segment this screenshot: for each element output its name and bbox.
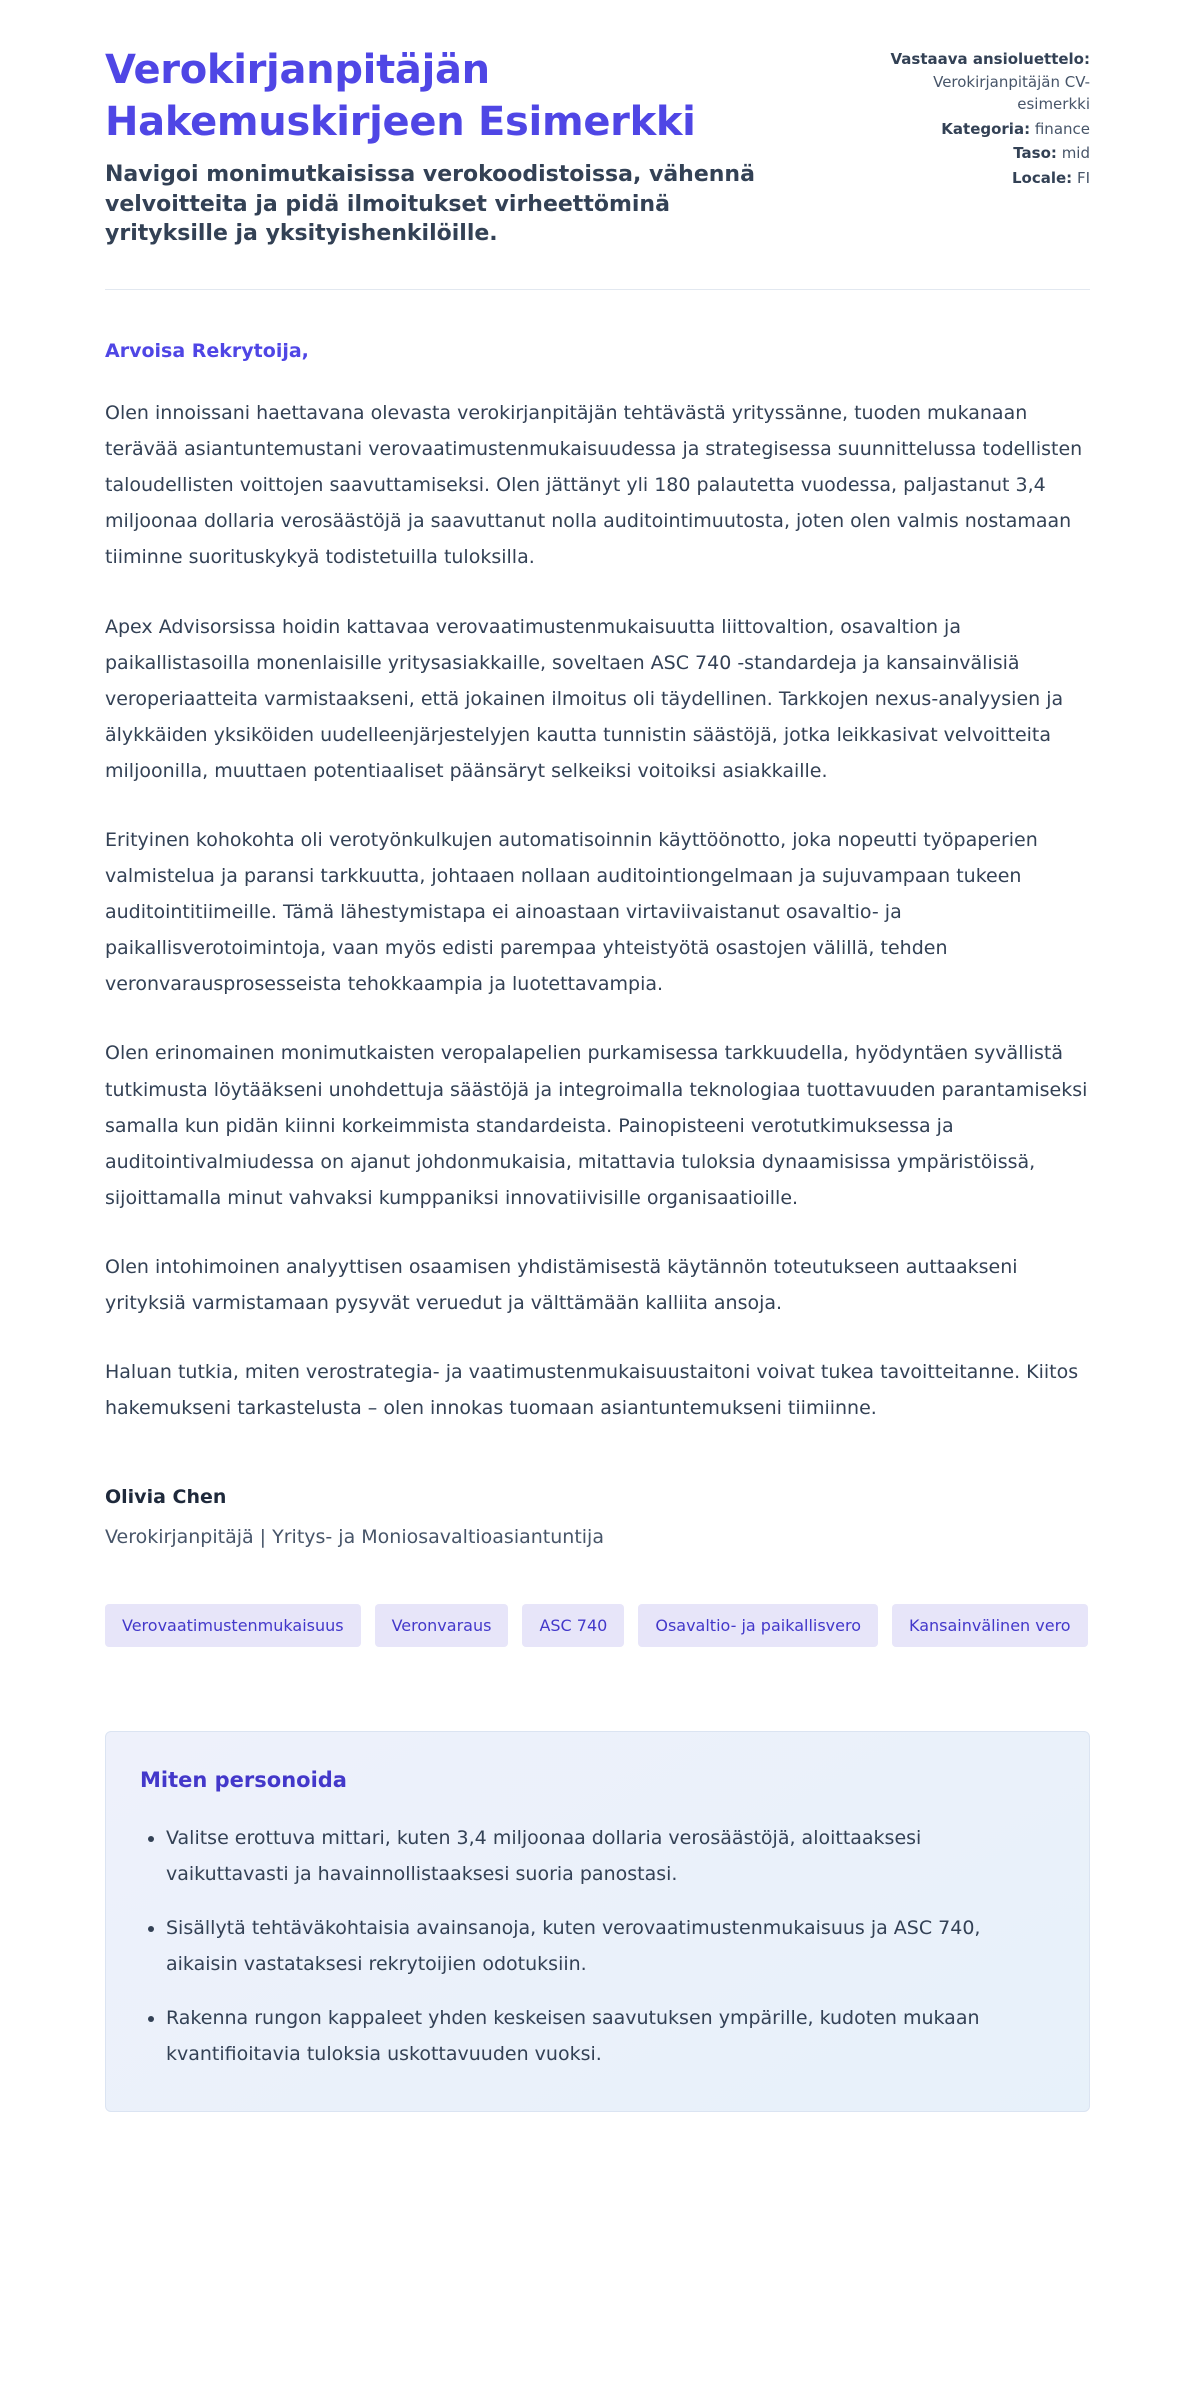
tag-chip-international-tax[interactable]: Kansainvälinen vero [892, 1604, 1088, 1647]
tip-item-1: • Valitse erottuva mittari, kuten 3,4 miljoonaa dollaria verosäästöjä, aloittaaksesi vaikuttavasti ja havainnollistaaksesi suoria panostasi. [166, 1820, 1055, 1892]
tip-item-2: • Sisällytä tehtäväkohtaisia avainsanoja, kuten verovaatimustenmukaisuus ja ASC 740, aikaisin vastataksesi rekrytoijien odotuksiin. [166, 1910, 1055, 1982]
header [105, 44, 1090, 249]
meta-panel [875, 44, 1090, 191]
tip-item-3: • Rakenna rungon kappaleet yhden keskeisen saavutuksen ympärille, kudoten mukaan kvantifioitavia tuloksia uskottavuuden vuoksi. [166, 2000, 1055, 2072]
meta-value-locale: FI [1076, 168, 1090, 187]
tips-list [140, 1820, 1055, 2073]
meta-label-level: Taso: [1013, 144, 1057, 162]
letter-paragraph-6: Haluan tutkia, miten verostrategia- ja vaatimustenmukaisuustaitoni voivat tukea tavoitteitanne. Kiitos hakemukseni tarkastelusta – olen innokas tuomaan asiantuntemukseni tiimiinne. [105, 1361, 1079, 1420]
meta-label-matching-resume: Vastaava ansioluettelo: [890, 50, 1090, 68]
signature-name: Olivia Chen [105, 1486, 227, 1509]
letter-greeting: Arvoisa Rekrytoija, [105, 340, 309, 363]
letter-paragraph-4: Olen erinomainen monimutkaisten veropalapelien purkamisessa tarkkuudella, hyödyntäen syvällistä tutkimusta löytääkseni unohdettuja säästöjä ja integroimalla teknologiaa tuottavuuden parantamiseksi samalla kun pidän kiinni korkeimmista standardeista. Painopisteeni verotutkimuksessa ja auditointivalmiudessa on ajanut johdonmukaisia, mitattavia tuloksia dynaamisissa ympäristöissä, sijoittamalla minut vahvaksi kumppaniksi innovatiivisille organisaatioille. [105, 1042, 1088, 1209]
meta-row-locale [875, 167, 1090, 190]
meta-row-level [875, 142, 1090, 165]
meta-label-locale: Locale: [1011, 168, 1073, 187]
meta-value-level: mid [1061, 144, 1090, 162]
header-divider [105, 289, 1090, 290]
tag-chip-asc-740[interactable]: ASC 740 [522, 1604, 624, 1647]
tag-chip-state-local-tax[interactable]: Osavaltio- ja paikallisvero [638, 1604, 878, 1647]
meta-value-category: finance [1034, 119, 1090, 138]
letter-paragraph-3: Erityinen kohokohta oli verotyönkulkujen automatisoinnin käyttöönotto, joka nopeutti työpaperien valmistelua ja paransi tarkkuutta, johtaaen nollaan auditointiongelmaan ja sujuvampaan tukeen auditointitiimeille. Tämä lähestymistapa ei ainoastaan virtaviivaistanut osavaltio- ja paikallisverotoimintoja, vaan myös edisti parempaa yhteistyötä osastojen välillä, tehden veronvarausprosesseista tehokkaampia ja luotettavampia. [105, 829, 1038, 996]
tips-title: Miten personoida [140, 1768, 347, 1792]
page-title: Verokirjanpitäjän Hakemuskirjeen Esimerkki [105, 47, 696, 145]
header-title-block [105, 44, 805, 249]
cover-letter-body [105, 340, 1090, 1552]
tag-chip-tax-compliance[interactable]: Verovaatimustenmukaisuus [105, 1604, 361, 1647]
letter-paragraph-5: Olen intohimoinen analyyttisen osaamisen yhdistämisestä käytännön toteutukseen auttaakseni yrityksiä varmistamaan pysyvät veruedut ja välttämään kalliita ansoja. [105, 1255, 1018, 1315]
signature-role: Verokirjanpitäjä | Yritys- ja Moniosavaltioasiantuntija [105, 1526, 604, 1549]
signature-block [105, 1486, 1090, 1552]
meta-label-category: Kategoria: [941, 119, 1031, 138]
meta-row-category [875, 118, 1090, 141]
keyword-tag-list [105, 1604, 1090, 1647]
tag-chip-tax-provision[interactable]: Veronvaraus [375, 1604, 509, 1647]
letter-paragraph-2: Apex Advisorsissa hoidin kattavaa verovaatimustenmukaisuutta liittovaltion, osavaltion ja paikallistasoilla monenlaisille yritysasiakkaille, soveltaen ASC 740 -standardeja ja kansainvälisiä veroperiaatteita varmistaakseni, että jokainen ilmoitus oli täydellinen. Tarkkojen nexus-analyysien ja älykkäiden yksiköiden uudelleenjärjestelyjen kautta tunnistin säästöjä, jotka leikkasivat velvoitteita miljoonilla, muuttaen potentiaaliset päänsäryt selkeiksi voitoiksi asiakkaille. [105, 615, 1064, 782]
meta-row-matching-resume [875, 48, 1090, 116]
letter-paragraph-1: Olen innoissani haettavana olevasta verokirjanpitäjän tehtävästä yrityssänne, tuoden mukanaan terävää asiantuntemustani verovaatimustenmukaisuudessa ja strategisessa suunnittelussa todellisten taloudellisten voittojen saavuttamiseksi. Olen jättänyt yli 180 palautetta vuodessa, paljastanut 3,4 miljoonaa dollaria verosäästöjä ja saavuttanut nolla auditointimuutosta, joten olen valmis nostamaan tiiminne suorituskykyä todistetuilla tuloksilla. [105, 402, 1083, 569]
page-subtitle: Navigoi monimutkaisissa verokoodistoissa, vähennä velvoitteita ja pidä ilmoitukset virheettöminä yrityksille ja yksityishenkilöille. [105, 162, 755, 247]
personalization-tips-card [105, 1731, 1090, 2112]
content-container [105, 0, 1090, 2112]
meta-value-matching-resume: Verokirjanpitäjän CV-esimerkki [933, 72, 1090, 113]
